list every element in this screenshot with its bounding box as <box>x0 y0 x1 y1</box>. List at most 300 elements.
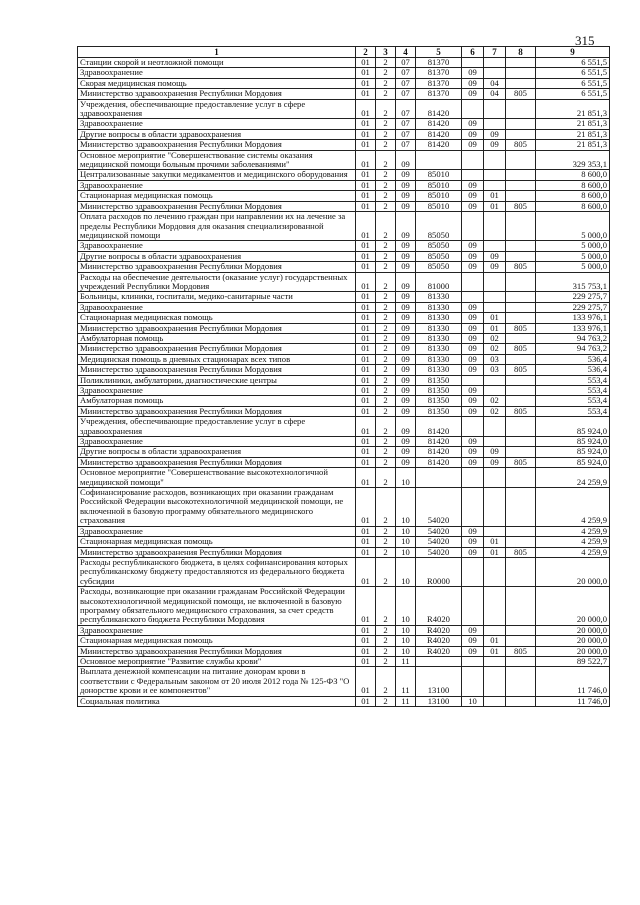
row-code-cell: 09 <box>462 180 484 190</box>
row-amount-cell: 553,4 <box>536 406 610 416</box>
row-code-cell: 03 <box>484 354 506 364</box>
row-code-cell: 01 <box>356 150 376 170</box>
row-code-cell <box>462 375 484 385</box>
row-code-cell <box>462 212 484 241</box>
row-code-cell <box>484 557 506 586</box>
row-code-cell: 81420 <box>416 140 462 150</box>
row-code-cell: 2 <box>376 365 396 375</box>
row-code-cell: 11 <box>396 667 416 696</box>
row-code-cell: 2 <box>376 396 396 406</box>
row-code-cell: 2 <box>376 488 396 527</box>
table-row <box>78 437 610 447</box>
row-code-cell: 10 <box>396 587 416 626</box>
row-code-cell <box>484 526 506 536</box>
row-code-cell: 01 <box>356 58 376 68</box>
row-code-cell: 805 <box>506 89 536 99</box>
header-cell: 7 <box>484 47 506 58</box>
row-code-cell: 805 <box>506 365 536 375</box>
row-code-cell: 09 <box>462 354 484 364</box>
header-cell: 5 <box>416 47 462 58</box>
row-code-cell: 09 <box>396 323 416 333</box>
row-name-cell: Больницы, клиники, госпитали, медико-санитарные части <box>78 292 356 302</box>
row-code-cell: R4020 <box>416 636 462 646</box>
row-code-cell <box>506 386 536 396</box>
row-code-cell: 81350 <box>416 396 462 406</box>
row-code-cell <box>484 468 506 488</box>
row-name-cell: Расходы республиканского бюджета, в целях софинансирования которых республиканскому бюджету предоставляются из федерального бюджета субсидии <box>78 557 356 586</box>
row-code-cell: 805 <box>506 457 536 467</box>
row-code-cell: 09 <box>462 140 484 150</box>
row-code-cell <box>462 417 484 437</box>
row-code-cell: 01 <box>356 129 376 139</box>
row-name-cell: Стационарная медицинская помощь <box>78 313 356 323</box>
row-name-cell: Основное мероприятие "Совершенствование системы оказания медицинской помощи больным прочими заболеваниями" <box>78 150 356 170</box>
row-code-cell: 2 <box>376 212 396 241</box>
row-code-cell: 09 <box>462 365 484 375</box>
row-code-cell: 01 <box>356 302 376 312</box>
row-code-cell <box>506 191 536 201</box>
table-row <box>78 417 610 437</box>
row-code-cell <box>484 241 506 251</box>
row-code-cell: 85050 <box>416 262 462 272</box>
row-name-cell: Основное мероприятие "Совершенствование высокотехнологичной медицинской помощи" <box>78 468 356 488</box>
row-amount-cell: 89 522,7 <box>536 656 610 666</box>
row-code-cell: 09 <box>396 406 416 416</box>
row-code-cell: 03 <box>484 365 506 375</box>
table-row <box>78 636 610 646</box>
row-amount-cell: 20 000,0 <box>536 557 610 586</box>
row-code-cell: 2 <box>376 587 396 626</box>
row-amount-cell: 536,4 <box>536 354 610 364</box>
row-code-cell: 2 <box>376 468 396 488</box>
row-code-cell: 01 <box>356 667 376 696</box>
row-code-cell: 85010 <box>416 191 462 201</box>
row-code-cell: 2 <box>376 150 396 170</box>
table-row <box>78 354 610 364</box>
row-code-cell <box>506 375 536 385</box>
row-code-cell: 2 <box>376 667 396 696</box>
row-amount-cell: 4 259,9 <box>536 547 610 557</box>
row-code-cell: 09 <box>396 262 416 272</box>
row-code-cell: 2 <box>376 557 396 586</box>
table-row <box>78 212 610 241</box>
header-cell: 8 <box>506 47 536 58</box>
row-code-cell: 81420 <box>416 99 462 119</box>
row-code-cell: 01 <box>356 557 376 586</box>
row-name-cell: Стационарная медицинская помощь <box>78 636 356 646</box>
page-number: 315 <box>575 33 595 48</box>
row-name-cell: Другие вопросы в области здравоохранения <box>78 129 356 139</box>
row-code-cell <box>506 78 536 88</box>
row-name-cell: Учреждения, обеспечивающие предоставление услуг в сфере здравоохранения <box>78 417 356 437</box>
row-code-cell: 2 <box>376 625 396 635</box>
row-code-cell <box>506 292 536 302</box>
row-amount-cell: 553,4 <box>536 386 610 396</box>
row-code-cell: 07 <box>396 89 416 99</box>
row-code-cell: 01 <box>356 537 376 547</box>
row-code-cell <box>462 292 484 302</box>
row-code-cell: 09 <box>462 396 484 406</box>
row-code-cell: 2 <box>376 447 396 457</box>
row-code-cell <box>484 68 506 78</box>
header-cell: 1 <box>78 47 356 58</box>
row-amount-cell: 85 924,0 <box>536 447 610 457</box>
row-code-cell: 2 <box>376 437 396 447</box>
budget-table <box>77 46 610 707</box>
table-row <box>78 406 610 416</box>
row-code-cell: 01 <box>484 201 506 211</box>
row-code-cell: 81330 <box>416 344 462 354</box>
row-code-cell: 09 <box>396 313 416 323</box>
row-code-cell: 09 <box>396 292 416 302</box>
row-code-cell <box>506 150 536 170</box>
row-name-cell: Министерство здравоохранения Республики Мордовия <box>78 201 356 211</box>
row-amount-cell: 20 000,0 <box>536 646 610 656</box>
row-code-cell <box>506 396 536 406</box>
table-row <box>78 526 610 536</box>
row-name-cell: Централизованные закупки медикаментов и медицинского оборудования <box>78 170 356 180</box>
row-code-cell: 2 <box>376 180 396 190</box>
row-code-cell <box>484 212 506 241</box>
row-code-cell <box>506 354 536 364</box>
row-amount-cell: 11 746,0 <box>536 696 610 706</box>
row-code-cell: 09 <box>462 386 484 396</box>
table-row <box>78 129 610 139</box>
row-code-cell <box>506 667 536 696</box>
row-code-cell: 09 <box>462 89 484 99</box>
table-row <box>78 150 610 170</box>
row-code-cell <box>462 488 484 527</box>
row-name-cell: Другие вопросы в области здравоохранения <box>78 447 356 457</box>
row-code-cell <box>506 537 536 547</box>
row-code-cell <box>506 180 536 190</box>
row-code-cell: 01 <box>356 447 376 457</box>
table-row <box>78 447 610 457</box>
row-code-cell: 09 <box>396 386 416 396</box>
row-code-cell: 09 <box>462 262 484 272</box>
row-code-cell: 09 <box>396 272 416 292</box>
row-name-cell: Здравоохранение <box>78 180 356 190</box>
row-amount-cell: 4 259,9 <box>536 488 610 527</box>
row-code-cell: 09 <box>462 251 484 261</box>
table-row <box>78 386 610 396</box>
row-code-cell: 2 <box>376 386 396 396</box>
row-code-cell: 2 <box>376 406 396 416</box>
row-code-cell: 10 <box>396 625 416 635</box>
header-cell: 3 <box>376 47 396 58</box>
row-code-cell: 09 <box>462 406 484 416</box>
row-code-cell: 09 <box>396 375 416 385</box>
row-code-cell: 01 <box>356 417 376 437</box>
row-name-cell: Министерство здравоохранения Республики Мордовия <box>78 262 356 272</box>
row-code-cell: 01 <box>356 696 376 706</box>
table-row <box>78 89 610 99</box>
row-code-cell: 01 <box>356 375 376 385</box>
row-code-cell <box>462 468 484 488</box>
row-amount-cell: 21 851,3 <box>536 119 610 129</box>
row-code-cell: 07 <box>396 129 416 139</box>
row-name-cell: Амбулаторная помощь <box>78 333 356 343</box>
row-amount-cell: 229 275,7 <box>536 302 610 312</box>
row-code-cell <box>506 488 536 527</box>
header-cell: 4 <box>396 47 416 58</box>
row-name-cell: Министерство здравоохранения Республики Мордовия <box>78 140 356 150</box>
row-code-cell: 81370 <box>416 68 462 78</box>
row-amount-cell: 4 259,9 <box>536 526 610 536</box>
row-code-cell <box>484 150 506 170</box>
row-name-cell: Стационарная медицинская помощь <box>78 191 356 201</box>
row-code-cell: 09 <box>462 537 484 547</box>
row-code-cell: 01 <box>356 656 376 666</box>
row-code-cell: 01 <box>356 191 376 201</box>
row-name-cell: Министерство здравоохранения Республики Мордовия <box>78 406 356 416</box>
row-code-cell <box>484 488 506 527</box>
row-code-cell: 09 <box>396 396 416 406</box>
row-code-cell: 01 <box>356 323 376 333</box>
row-code-cell: 01 <box>356 437 376 447</box>
row-code-cell: 07 <box>396 68 416 78</box>
table-row <box>78 667 610 696</box>
row-amount-cell: 5 000,0 <box>536 251 610 261</box>
header-cell: 6 <box>462 47 484 58</box>
row-code-cell: 10 <box>396 526 416 536</box>
row-code-cell: 01 <box>356 354 376 364</box>
row-name-cell: Скорая медицинская помощь <box>78 78 356 88</box>
row-name-cell: Стационарная медицинская помощь <box>78 537 356 547</box>
row-code-cell: 805 <box>506 323 536 333</box>
row-name-cell: Расходы, возникающие при оказании гражданам Российской Федерации высокотехнологичной медицинской помощи, не включенной в базовую программу обязательного медицинского страхования, за счет средств республиканского бюджета Республики Мордовия <box>78 587 356 626</box>
row-code-cell: 09 <box>462 201 484 211</box>
row-code-cell: 09 <box>462 333 484 343</box>
row-code-cell: 2 <box>376 417 396 437</box>
row-code-cell: 81370 <box>416 89 462 99</box>
table-row <box>78 625 610 635</box>
row-code-cell: 01 <box>356 386 376 396</box>
table-row <box>78 302 610 312</box>
row-code-cell: 2 <box>376 262 396 272</box>
row-code-cell <box>506 417 536 437</box>
row-code-cell: 01 <box>356 625 376 635</box>
row-code-cell: 02 <box>484 333 506 343</box>
row-amount-cell: 8 600,0 <box>536 191 610 201</box>
row-code-cell <box>506 99 536 119</box>
row-code-cell: 81330 <box>416 333 462 343</box>
row-code-cell <box>506 272 536 292</box>
row-code-cell: 01 <box>356 547 376 557</box>
row-code-cell: 2 <box>376 119 396 129</box>
row-amount-cell: 133 976,1 <box>536 313 610 323</box>
row-code-cell: 10 <box>462 696 484 706</box>
row-code-cell: 01 <box>484 191 506 201</box>
row-code-cell: 2 <box>376 526 396 536</box>
row-name-cell: Софинансирование расходов, возникающих при оказании гражданам Российской Федерации высокотехнологичной медицинской помощи, не включенной в базовую программу обязательного медицинского страхования <box>78 488 356 527</box>
row-code-cell <box>484 99 506 119</box>
row-amount-cell: 5 000,0 <box>536 212 610 241</box>
row-code-cell: 2 <box>376 547 396 557</box>
row-code-cell: 01 <box>484 537 506 547</box>
row-code-cell: 11 <box>396 656 416 666</box>
row-code-cell: 54020 <box>416 547 462 557</box>
row-amount-cell: 24 259,9 <box>536 468 610 488</box>
row-code-cell: 07 <box>396 99 416 119</box>
table-row <box>78 191 610 201</box>
row-code-cell: 85050 <box>416 212 462 241</box>
row-code-cell: 81330 <box>416 365 462 375</box>
row-code-cell: 09 <box>396 180 416 190</box>
row-code-cell <box>484 656 506 666</box>
row-code-cell: 09 <box>462 625 484 635</box>
row-code-cell <box>484 696 506 706</box>
table-row <box>78 375 610 385</box>
row-code-cell: 2 <box>376 201 396 211</box>
row-code-cell: 81370 <box>416 58 462 68</box>
row-code-cell: 01 <box>356 313 376 323</box>
row-code-cell <box>506 333 536 343</box>
row-amount-cell: 21 851,3 <box>536 129 610 139</box>
row-code-cell: 01 <box>356 241 376 251</box>
row-code-cell: 01 <box>484 636 506 646</box>
row-code-cell <box>506 170 536 180</box>
row-code-cell: 09 <box>462 447 484 457</box>
table-row <box>78 547 610 557</box>
row-name-cell: Здравоохранение <box>78 241 356 251</box>
row-code-cell <box>506 58 536 68</box>
row-code-cell: 09 <box>484 447 506 457</box>
row-code-cell: 2 <box>376 140 396 150</box>
row-code-cell <box>484 119 506 129</box>
row-code-cell <box>484 437 506 447</box>
row-code-cell: 09 <box>396 150 416 170</box>
row-name-cell: Амбулаторная помощь <box>78 396 356 406</box>
row-code-cell <box>506 129 536 139</box>
row-code-cell: 81420 <box>416 457 462 467</box>
row-code-cell: 01 <box>484 646 506 656</box>
row-code-cell <box>506 437 536 447</box>
row-code-cell <box>462 272 484 292</box>
row-code-cell: 805 <box>506 547 536 557</box>
row-amount-cell: 553,4 <box>536 375 610 385</box>
row-code-cell: 02 <box>484 406 506 416</box>
row-code-cell <box>506 625 536 635</box>
row-code-cell: 01 <box>356 180 376 190</box>
row-name-cell: Министерство здравоохранения Республики Мордовия <box>78 365 356 375</box>
row-amount-cell: 329 353,1 <box>536 150 610 170</box>
row-code-cell: 09 <box>396 241 416 251</box>
row-code-cell <box>484 587 506 626</box>
row-code-cell: 09 <box>484 129 506 139</box>
row-code-cell: 2 <box>376 251 396 261</box>
row-code-cell: R0000 <box>416 557 462 586</box>
row-code-cell: 81420 <box>416 119 462 129</box>
row-code-cell <box>484 292 506 302</box>
row-name-cell: Здравоохранение <box>78 526 356 536</box>
row-code-cell: 01 <box>356 333 376 343</box>
row-code-cell: 01 <box>356 457 376 467</box>
table-row <box>78 557 610 586</box>
row-code-cell <box>506 119 536 129</box>
row-code-cell: 01 <box>356 344 376 354</box>
row-code-cell <box>506 656 536 666</box>
row-code-cell: 01 <box>356 365 376 375</box>
row-code-cell: 07 <box>396 119 416 129</box>
row-code-cell: 10 <box>396 547 416 557</box>
row-code-cell: 07 <box>396 140 416 150</box>
row-code-cell: 09 <box>462 68 484 78</box>
row-code-cell: 09 <box>396 354 416 364</box>
row-code-cell: 2 <box>376 89 396 99</box>
row-code-cell: 01 <box>356 272 376 292</box>
header-cell: 9 <box>536 47 610 58</box>
row-code-cell <box>484 625 506 635</box>
row-amount-cell: 21 851,3 <box>536 99 610 119</box>
table-row <box>78 251 610 261</box>
row-amount-cell: 20 000,0 <box>536 587 610 626</box>
table-row <box>78 140 610 150</box>
row-code-cell: 81350 <box>416 386 462 396</box>
row-amount-cell: 94 763,2 <box>536 333 610 343</box>
row-code-cell <box>462 656 484 666</box>
row-code-cell <box>506 696 536 706</box>
row-code-cell: 01 <box>484 547 506 557</box>
table-row <box>78 396 610 406</box>
row-name-cell: Поликлиники, амбулатории, диагностические центры <box>78 375 356 385</box>
row-code-cell <box>506 313 536 323</box>
row-name-cell: Выплата денежной компенсации на питание донорам крови в соответствии с Федеральным законом от 20 июля 2012 года № 125-ФЗ "О донорстве крови и ее компонентов" <box>78 667 356 696</box>
row-amount-cell: 553,4 <box>536 396 610 406</box>
row-name-cell: Медицинская помощь в дневных стационарах всех типов <box>78 354 356 364</box>
table-row <box>78 488 610 527</box>
row-code-cell: 01 <box>356 396 376 406</box>
row-code-cell: 01 <box>356 68 376 78</box>
table-row <box>78 365 610 375</box>
row-code-cell <box>506 302 536 312</box>
row-code-cell: 10 <box>396 636 416 646</box>
row-code-cell <box>462 557 484 586</box>
table-row <box>78 78 610 88</box>
row-code-cell <box>462 170 484 180</box>
row-code-cell: 09 <box>462 313 484 323</box>
row-amount-cell: 8 600,0 <box>536 170 610 180</box>
row-amount-cell: 229 275,7 <box>536 292 610 302</box>
row-code-cell: 02 <box>484 396 506 406</box>
row-code-cell: 09 <box>396 333 416 343</box>
row-code-cell: 81330 <box>416 313 462 323</box>
row-code-cell: 09 <box>396 417 416 437</box>
row-code-cell <box>506 587 536 626</box>
row-code-cell <box>506 251 536 261</box>
row-amount-cell: 133 976,1 <box>536 323 610 333</box>
row-amount-cell: 8 600,0 <box>536 201 610 211</box>
row-name-cell: Основное мероприятие "Развитие службы крови" <box>78 656 356 666</box>
row-code-cell: 805 <box>506 201 536 211</box>
row-code-cell: 2 <box>376 323 396 333</box>
table-row <box>78 537 610 547</box>
table-row <box>78 241 610 251</box>
row-code-cell: 85010 <box>416 201 462 211</box>
row-amount-cell: 6 551,5 <box>536 89 610 99</box>
row-name-cell: Здравоохранение <box>78 625 356 635</box>
row-code-cell: 805 <box>506 140 536 150</box>
row-code-cell: 09 <box>396 365 416 375</box>
row-code-cell: 11 <box>396 696 416 706</box>
row-code-cell: 04 <box>484 78 506 88</box>
row-code-cell: 09 <box>396 191 416 201</box>
row-code-cell <box>484 375 506 385</box>
row-code-cell: 81000 <box>416 272 462 292</box>
row-code-cell: 2 <box>376 129 396 139</box>
row-name-cell: Здравоохранение <box>78 386 356 396</box>
row-code-cell <box>416 656 462 666</box>
